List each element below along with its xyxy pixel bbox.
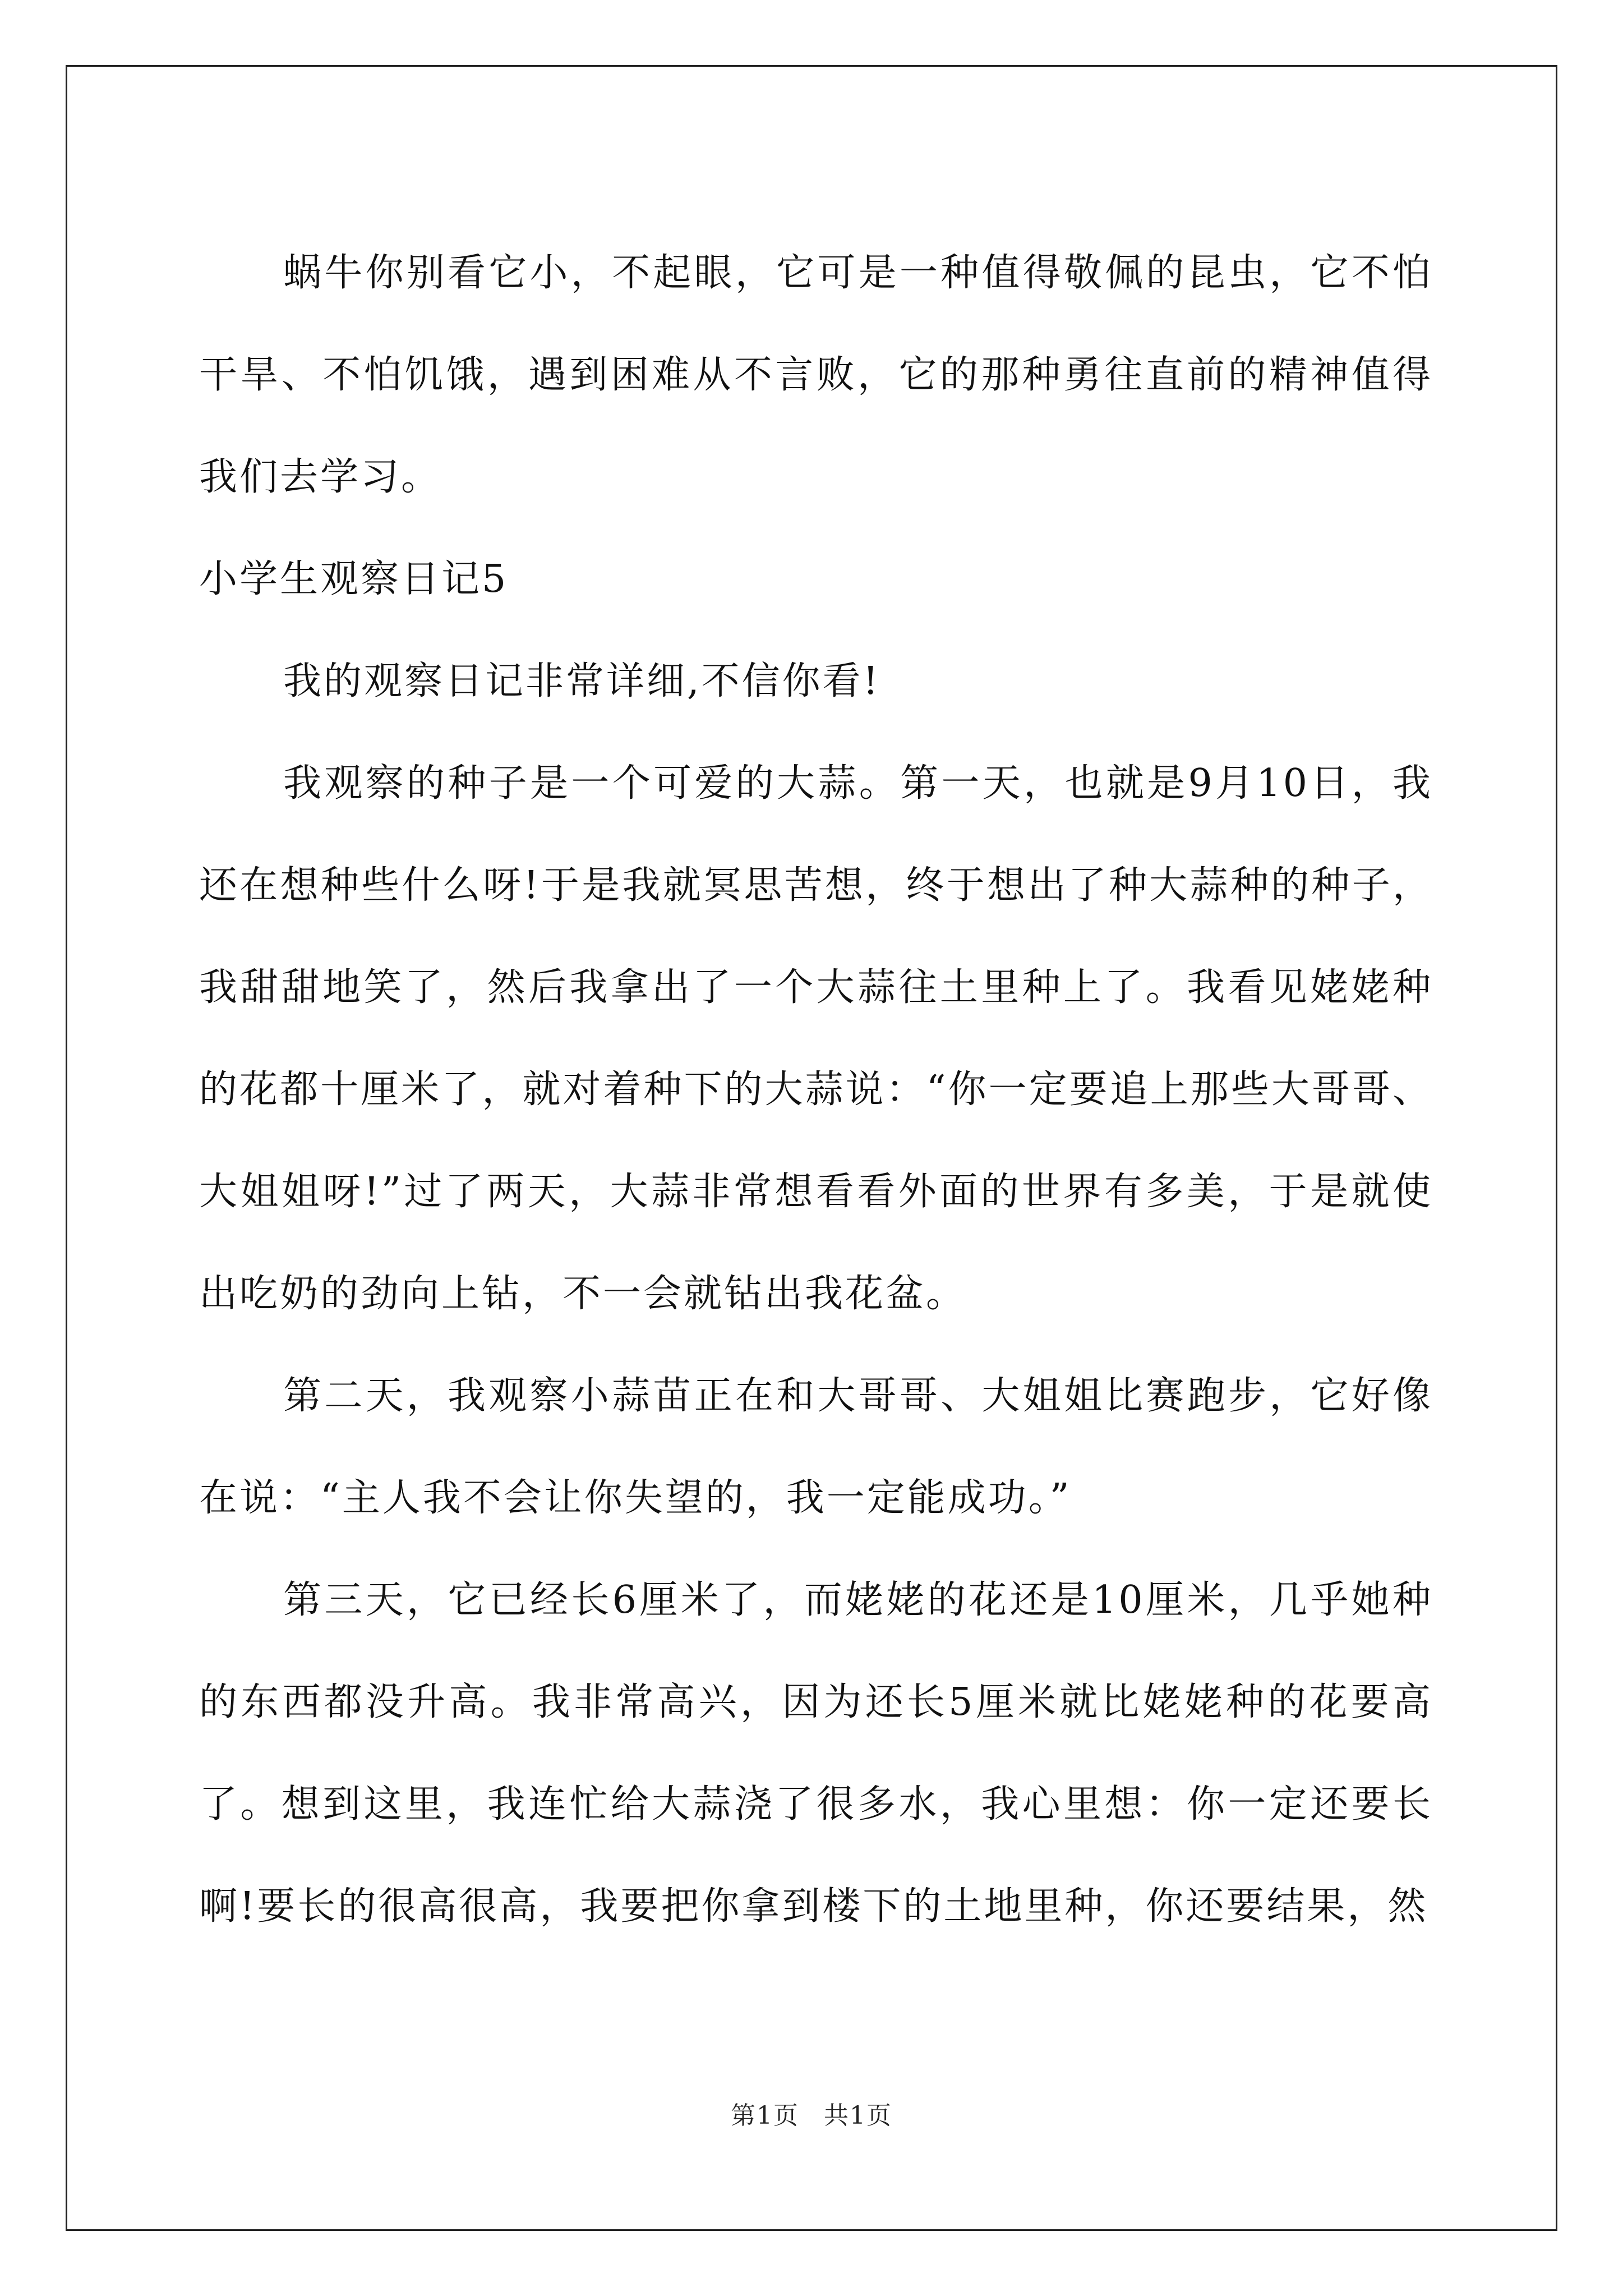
paragraph-snail: 蜗牛你别看它小，不起眼，它可是一种值得敬佩的昆虫，它不怕干旱、不怕饥饿，遇到困难从不言败，它的那种勇往直前的精神值得我们去学习。 bbox=[199, 251, 1433, 499]
section-heading: 小学生观察日记5 bbox=[199, 557, 509, 601]
paragraph-day-three: 第三天，它已经长6厘米了，而姥姥的花还是10厘米，几乎她种的东西都没升高。我非常高兴，因为还长5厘米就比姥姥种的花要高了。想到这里，我连忙给大蒜浇了很多水，我心里想：你一定还要长啊!要长的很高很高，我要把你拿到楼下的土地里种，你还要结果，然 bbox=[199, 1578, 1433, 1929]
paragraph-day-two: 第二天，我观察小蒜苗正在和大哥哥、大姐姐比赛跑步，它好像在说：“主人我不会让你失望的，我一定能成功。” bbox=[199, 1374, 1433, 1520]
page-footer bbox=[0, 2095, 1623, 2131]
page-number: 第1页 bbox=[731, 2101, 799, 2130]
paragraph-intro: 我的观察日记非常详细,不信你看! bbox=[283, 659, 880, 703]
page-total: 共1页 bbox=[824, 2101, 892, 2130]
paragraph-day-one: 我观察的种子是一个可爱的大蒜。第一天，也就是9月10日，我还在想种些什么呀!于是我就冥思苦想，终于想出了种大蒜种的种子，我甜甜地笑了，然后我拿出了一个大蒜往土里种上了。我看见姥姥种的花都十厘米了，就对着种下的大蒜说：“你一定要追上那些大哥哥、大姐姐呀!”过了两天，大蒜非常想看看外面的世界有多美，于是就使出吃奶的劲向上钻，不一会就钻出我花盆。 bbox=[199, 761, 1433, 1316]
document-body bbox=[199, 222, 1433, 1958]
